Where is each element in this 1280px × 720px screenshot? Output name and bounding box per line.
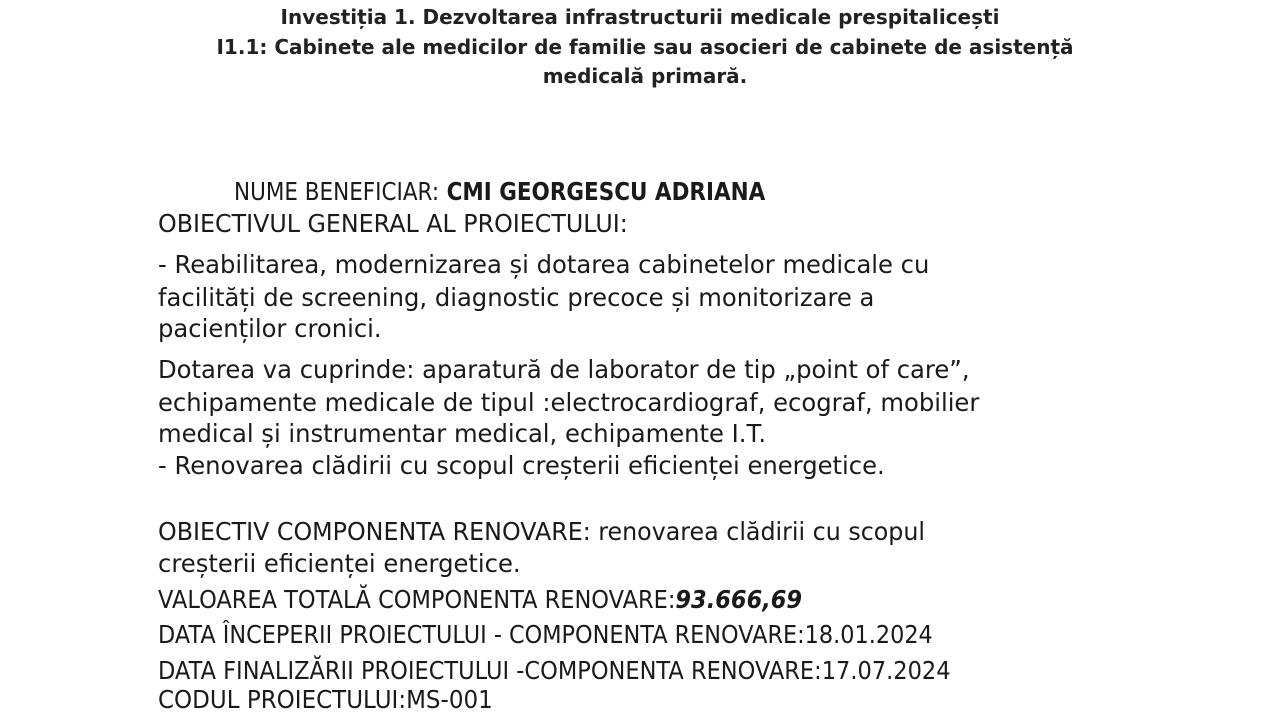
header-subtitle-line1: I1.1: Cabinete ale medicilor de familie sau asocieri de cabinete de asistență bbox=[216, 35, 1074, 59]
renovation-objective-line2: creșterii eficienței energetice. bbox=[158, 549, 521, 578]
start-date-label: DATA ÎNCEPERII PROIECTULUI - COMPONENTA RENOVARE: bbox=[158, 620, 805, 649]
end-date-line bbox=[158, 655, 1039, 687]
renovation-objective-line1 bbox=[158, 516, 965, 548]
start-date-line bbox=[158, 619, 1024, 651]
end-date-label: DATA FINALIZĂRII PROIECTULUI -COMPONENTA RENOVARE: bbox=[158, 656, 822, 685]
general-objective-p3-line1: - Renovarea clădirii cu scopul creșterii eficienței energetice. bbox=[158, 451, 885, 480]
beneficiary-label: NUME BENEFICIAR: bbox=[234, 177, 440, 206]
end-date-value: 17.07.2024 bbox=[821, 656, 951, 685]
renovation-objective-label: OBIECTIV COMPONENTA RENOVARE: bbox=[158, 517, 591, 546]
general-objective-p1-line3: pacienților cronici. bbox=[158, 314, 382, 343]
beneficiary-line bbox=[234, 176, 852, 208]
header-subtitle-line2: medicală primară. bbox=[542, 64, 748, 88]
header-investment-title: Investiția 1. Dezvoltarea infrastructurii medicale prespitalicești bbox=[280, 5, 1000, 29]
total-value-amount: 93.666,69 bbox=[675, 585, 803, 614]
project-code-value: MS-001 bbox=[406, 685, 493, 714]
general-objective-p2-line1: Dotarea va cuprinde: aparatură de laborator de tip „point of care”, bbox=[158, 355, 970, 384]
total-value-label: VALOAREA TOTALĂ COMPONENTA RENOVARE: bbox=[158, 585, 676, 614]
general-objective-p2-line3: medical și instrumentar medical, echipamente I.T. bbox=[158, 419, 767, 448]
project-code-line bbox=[158, 684, 522, 716]
general-objective-p1-line2: facilități de screening, diagnostic precoce și monitorizare a bbox=[158, 283, 875, 312]
start-date-value: 18.01.2024 bbox=[804, 620, 933, 649]
project-code-label: CODUL PROIECTULUI: bbox=[158, 685, 407, 714]
renovation-objective-value: renovarea clădirii cu scopul bbox=[590, 517, 926, 546]
general-objective-p2-line2: echipamente medicale de tipul :electrocardiograf, ecograf, mobilier bbox=[158, 388, 980, 417]
total-value-line bbox=[158, 584, 874, 616]
general-objective-p1-line1: - Reabilitarea, modernizarea și dotarea cabinetelor medicale cu bbox=[158, 250, 930, 279]
general-objective-heading: OBIECTIVUL GENERAL AL PROIECTULUI: bbox=[158, 209, 628, 238]
beneficiary-name: CMI GEORGESCU ADRIANA bbox=[439, 177, 766, 206]
